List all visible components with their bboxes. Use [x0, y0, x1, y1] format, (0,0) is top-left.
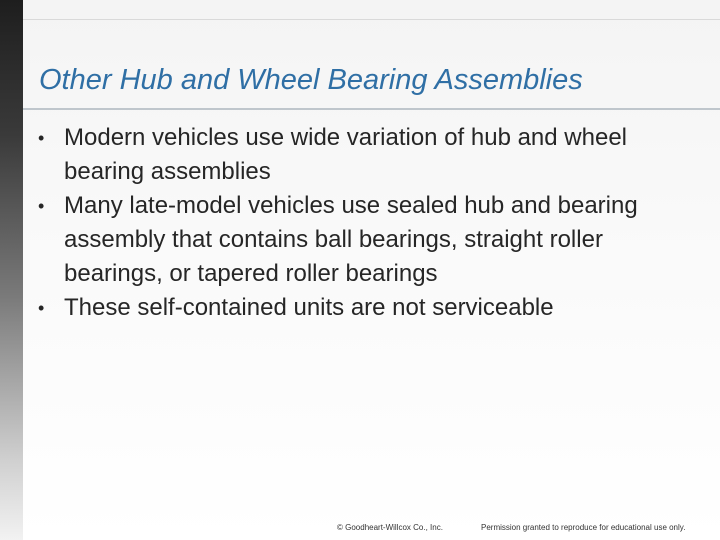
- footer-copyright: © Goodheart-Willcox Co., Inc.: [337, 523, 443, 532]
- left-accent-bar: [0, 0, 23, 540]
- bullet-item: [38, 189, 688, 291]
- bullet-text: These self-contained units are not serviceable: [64, 294, 554, 321]
- bullet-dot-icon: •: [38, 298, 45, 318]
- title-underline: [23, 108, 720, 110]
- bullet-dot-icon: •: [38, 128, 45, 148]
- top-divider: [23, 19, 720, 20]
- slide-title: Other Hub and Wheel Bearing Assemblies: [39, 64, 583, 96]
- bullet-item: [38, 291, 688, 325]
- bullet-text: Many late-model vehicles use sealed hub and bearing assembly that contains ball bearings, straight roller bearings, or tapered roller bearings: [64, 192, 638, 287]
- bullet-item: [38, 121, 688, 189]
- bullet-text: Modern vehicles use wide variation of hub and wheel bearing assemblies: [64, 124, 628, 185]
- bullet-dot-icon: •: [38, 196, 45, 216]
- footer-permission: Permission granted to reproduce for educational use only.: [481, 523, 686, 532]
- bullet-list: [38, 121, 688, 325]
